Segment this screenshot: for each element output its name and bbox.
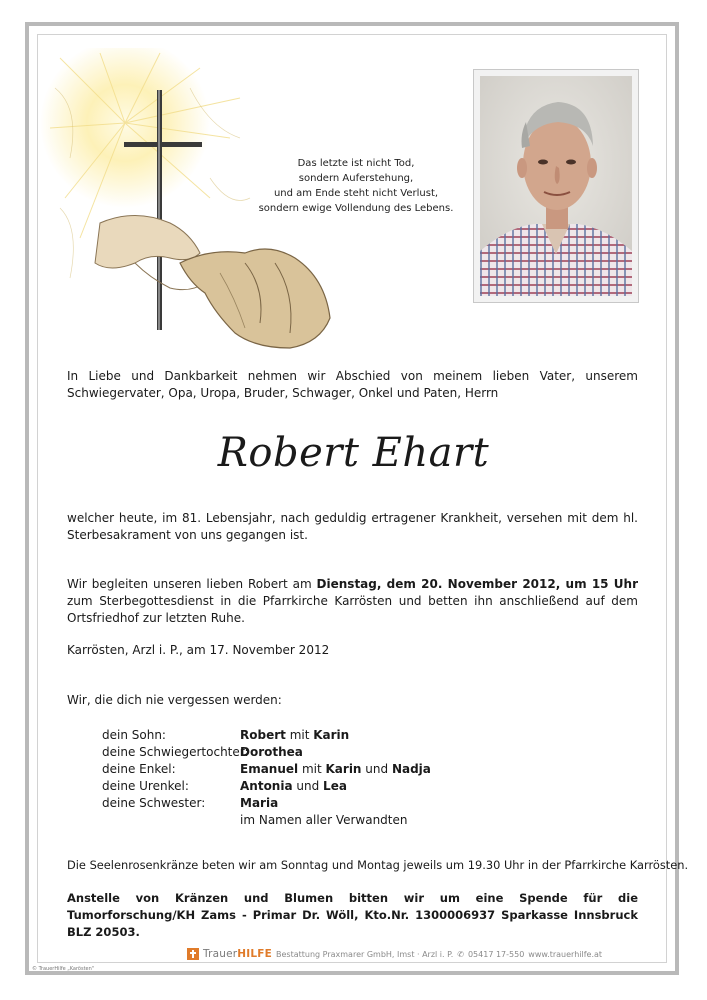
relative-connector: und (292, 779, 324, 793)
relative-label: dein Sohn: (102, 728, 166, 742)
relative-row (102, 812, 431, 829)
quote-line: sondern Auferstehung, (298, 173, 414, 184)
relative-names (240, 795, 278, 812)
relative-names (240, 812, 408, 829)
quote-line: sondern ewige Vollendung des Lebens. (258, 203, 454, 214)
relative-connector: mit (298, 762, 326, 776)
relative-name: Robert (240, 728, 286, 742)
relative-label: deine Schwiegertochter: (102, 745, 249, 759)
footer-imprint (187, 948, 602, 960)
portrait-image (480, 76, 632, 296)
mourners-intro: Wir, die dich nie vergessen werden: (67, 693, 282, 707)
relative-row (102, 727, 431, 744)
trauerhilfe-logo-icon (187, 948, 199, 960)
footer-phone: 05417 17-550 (467, 949, 525, 959)
relative-name: Dorothea (240, 745, 303, 759)
footer-website[interactable]: www.trauerhilfe.at (528, 949, 603, 959)
intro-paragraph: In Liebe und Dankbarkeit nehmen wir Abschied von meinem lieben Vater, unserem Schwiegervater, Opa, Uropa, Bruder, Schwager, Onkel und Paten, Herrn (67, 369, 638, 400)
relative-names (240, 744, 303, 761)
quote-line: und am Ende steht nicht Verlust, (273, 188, 439, 199)
relative-name: Maria (240, 796, 279, 810)
relative-label: deine Enkel: (102, 762, 176, 776)
relative-label (102, 812, 240, 829)
relative-name: Emanuel (240, 762, 299, 776)
relative-row (102, 761, 431, 778)
funeral-text-1: Wir begleiten unseren lieben Robert am (67, 577, 317, 591)
quote-text (256, 156, 456, 216)
rosary-notice: Die Seelenrosenkränze beten wir am Sonntag und Montag jeweils um 19.30 Uhr in der Pfarrkirche Karrösten. (67, 858, 689, 872)
relative-row (102, 778, 431, 795)
relative-row (102, 744, 431, 761)
relative-name: Antonia (240, 779, 293, 793)
relative-label: deine Urenkel: (102, 779, 189, 793)
funeral-paragraph (67, 576, 638, 627)
relative-label: deine Schwester: (102, 796, 206, 810)
funeral-text-2: zum Sterbegottesdienst in die Pfarrkirche Karrösten und betten ihn anschließend auf dem Ortsfriedhof zur letzten Ruhe. (67, 594, 638, 625)
relative-row (102, 795, 431, 812)
copyright-note: © TrauerHilfe „Karösten" (32, 966, 95, 972)
donation-notice: Anstelle von Kränzen und Blumen bitten wir um eine Spende für die Tumorforschung/KH Zams - Primar Dr. Wöll, Kto.Nr. 1300006937 Sparkasse Innsbruck BLZ 20503. (67, 891, 638, 939)
trauerhilfe-logo: TrauerHILFE (203, 948, 272, 960)
deceased-name: Robert Ehart (217, 430, 490, 476)
passing-paragraph: welcher heute, im 81. Lebensjahr, nach geduldig ertragener Krankheit, versehen mit dem hl. Sterbesakrament von uns gegangen ist. (67, 511, 638, 542)
portrait-photo (473, 69, 639, 303)
relative-names (240, 778, 347, 795)
relative-connector: mit (285, 728, 314, 742)
quote-line: Das letzte ist nicht Tod, (297, 158, 415, 169)
relative-names (240, 727, 349, 744)
relative-name: Karin (325, 762, 362, 776)
relative-names (240, 761, 431, 778)
relatives-list (102, 727, 431, 829)
hands-drawing (95, 216, 330, 349)
relative-name: Lea (323, 779, 347, 793)
phone-icon: ✆ (457, 949, 464, 959)
footer-company: Bestattung Praxmarer GmbH, Imst · Arzl i. P. (276, 949, 454, 959)
relative-connector: und (361, 762, 392, 776)
relative-connector: im Namen aller Verwandten (240, 813, 408, 827)
place-date: Karrösten, Arzl i. P., am 17. November 2012 (67, 643, 330, 657)
funeral-date: Dienstag, dem 20. November 2012, um 15 Uhr (316, 577, 638, 591)
relative-name: Karin (313, 728, 350, 742)
sun-glow (40, 48, 210, 208)
relative-name: Nadja (391, 762, 431, 776)
